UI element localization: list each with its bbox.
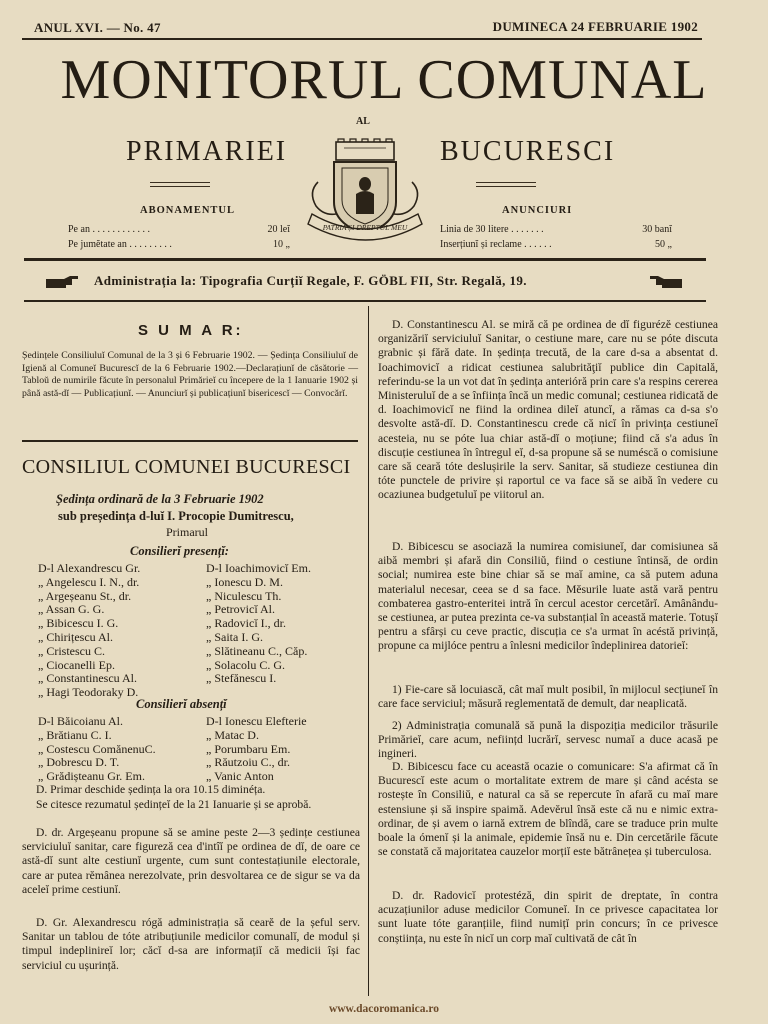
column-divider — [368, 306, 369, 996]
administration-notice: Administrația la: Tipografia Curțiĭ Regale, F. GÖBL FII, Str. Regală, 19. — [94, 273, 527, 288]
councillor-name: „ Stefănescu I. — [206, 671, 277, 686]
councillor-name: „ Matac D. — [206, 727, 259, 742]
councillor-name: „ Ciocanelli Ep. — [38, 657, 115, 672]
rate-label: Inserțiunĭ și reclame . . . . . . — [440, 239, 552, 250]
paragraph: D. Primar deschide ședința la ora 10.15 diminéța. — [36, 783, 266, 796]
rate-row — [68, 237, 290, 252]
abonament-heading: ABONAMENTUL — [140, 205, 236, 216]
title-connector: AL — [356, 116, 370, 127]
councillor-name: „ Angelescu I. N., dr. — [38, 574, 140, 589]
councillor-name: „ Dobrescu D. T. — [38, 755, 120, 770]
councillor-name: D-l Băicoianu Al. — [38, 714, 123, 728]
sumar-text: Ședințele Consiliuluĭ Comunal de la 3 și 6 Februarie 1902. — Ședința Consiliuluĭ de Igienă al Comuneĭ Bucurescĭ de la 6 Februarie 1902.—Declarațiunĭ de căsătorie — Tabloŭ de numirile făcute în personalul Primărieĭ cu începere de la 1 Ianuarie 1902 și până astă-dĭ — Publicațiunĭ. — Anunciurĭ și publicațiunĭ bisericescĭ — Convocărĭ. — [22, 350, 358, 399]
present-list-right — [206, 562, 366, 686]
present-title: Consilierĭ presențĭ: — [130, 544, 229, 558]
paragraph: D. dr. Argeșeanu propune să se amine peste 2—3 ședințe cestiunea serviciuluĭ sanitar, care figureză cea d'intîĭ pe ordinea de dĭ, de oare ce astă-dĭ sunt alte cestiunĭ urgente, cum sunt contestațiunile electorale, care ar putea rĕmânea nerezolvate, prin desvoltarea ce de sigur se va da aceleĭ prime cestiunĭ. — [22, 826, 360, 896]
motto-ribbon: PATRIA ȘI DREPTUL MEU — [322, 223, 408, 232]
left-ornament — [150, 182, 210, 188]
councillor-name: „ Constantinescu Al. — [38, 671, 137, 686]
councillor-name: „ Chirițescu Al. — [38, 629, 113, 644]
councillor-name: „ Răutzoiu C., dr. — [206, 755, 290, 770]
anunciuri-rates — [440, 222, 672, 252]
present-list-left — [38, 562, 208, 700]
rate-value: 30 banĭ — [642, 224, 672, 235]
councillor-name: D-l Ioachimovicĭ Em. — [206, 561, 311, 575]
rate-label: Pe jumĕtate an . . . . . . . . . — [68, 239, 172, 250]
paragraph: D. Constantinescu Al. se miră că pe ordinea de dĭ figurézĕ cestiunea organizăriĭ serviciuluĭ Sanitar, o cestiune mare, care nu se póte discuta grabnic și fără date. In ședința trecută, de la care d-sa a absentat d. Ioachimovicĭ a ridicat cestiunea salubrităţiĭ publice din Capitală, referindu-se la un vot dat în ședința anterióră prin care s'a respins cererea Ministeruluĭ de a se înființa încă un medic comunal; cestiunea ridicată de d. Ioachimovicĭ ne fiind la ordinea dileĭ atuncĭ, a rămas ca d-sa s'o desvolte astă-dĭ. D. Constantinescu crede că nicĭ în privința cestiuneĭ acesteia, nu se póte lua chiar astă-dĭ o moțiune; fiind că s'a adus în discuție cestiunea în întregul eĭ, d-sa propune să se numéscă o comisiune care să ceară tóte deslușirile la serv. Sanitar, să studieze cestiunea din tóte punctele de privire și raportul ce va face să se aibă în vedere cu ocaziunea budgetuluĭ pe viitorul an. — [378, 318, 718, 502]
paragraph: D. Bibicescu se asociază la numirea comisiuneĭ, dar comisiunea să aibă membri și afară din Consiliŭ, fiind o cestiune întinsă, de ordin social; numirea este bine chiar să se maĭ amine, ca să putem aduna materialul necesar, ceea se d sa face. Mĕsurile luate astă vară pentru combaterea gastro-enteritei intră în cercul acestor cercetărĭ. Amânându-se cestiunea, ar putea prezinta ce-va substanțial în această materie. Totușĭ pentru a sfârși cu ceve practic, discuția ce s'a urmat în acéstă privință, propune ca mijlóce pentru a înlesni medicilor îndeplinirea datorieĭ: — [378, 540, 718, 653]
rate-label: Linia de 30 litere . . . . . . . — [440, 224, 544, 235]
councillor-name: „ Ionescu D. M. — [206, 574, 283, 589]
session-chair: sub președința d-luĭ I. Procopie Dumitrescu, — [58, 509, 294, 523]
newspaper-title: MONITORUL COMUNAL — [60, 49, 708, 111]
paragraph: D. dr. Radovicĭ protestéză, din spirit de dreptate, în contra acuzațiunilor aduse medicilor Comuneĭ. In ce privesce capacitatea lor sunt luate tóte garanțiile, fiind numițĭ prin concurs; în ce privesce conștiința, nu este în nicĭ un corp maĭ cultivată de cât în — [378, 889, 718, 945]
admin-rule — [24, 300, 706, 302]
subtitle-bucuresci: BUCURESCI — [440, 136, 616, 167]
councillor-name: „ Radovicĭ I., dr. — [206, 616, 286, 631]
councillor-name: „ Petrovicĭ Al. — [206, 602, 275, 617]
councillor-name: „ Brătianu C. I. — [38, 727, 112, 742]
councillor-name: „ Argeșeanu St., dr. — [38, 588, 132, 603]
councillor-name: „ Cristescu C. — [38, 643, 105, 658]
subtitle-primariei: PRIMARIEI — [126, 136, 288, 167]
rate-row — [68, 222, 290, 237]
sumar-title: S U M A R: — [138, 322, 244, 339]
councillor-name: „ Bibicescu I. G. — [38, 616, 119, 631]
absent-list-left — [38, 715, 208, 784]
paragraph: D. Gr. Alexandrescu rógă administrația să cearĕ de la șeful serv. Sanitar un tablou de tóte atribuțiunile medicilor comunalĭ, de modul și timpul indeplinireĭ lor; căcĭ d-sa are informațiĭ că medicii își fac serviciul cu ușurință. — [22, 916, 360, 972]
pointing-hand-icon — [648, 274, 682, 288]
councillor-name: D-l Ionescu Elefterie — [206, 714, 307, 728]
sumar-rule — [22, 440, 358, 442]
councillor-name: „ Saita I. G. — [206, 629, 263, 644]
councillor-name: „ Solacolu C. G. — [206, 657, 285, 672]
councillor-name: „ Vanic Anton — [206, 769, 274, 784]
paragraph: 2) Administrația comunală să pună la dispoziția medicilor trăsurile Primărieĭ, care acum, neființd lucrărĭ, servesc numaĭ a duce acasă pe ingineri. — [378, 719, 718, 761]
councillor-name: „ Assan G. G. — [38, 602, 105, 617]
coat-of-arms-emblem — [304, 138, 426, 250]
councillor-name: „ Hagi Teodoraky D. — [38, 685, 139, 700]
councillor-name: „ Porumbaru Em. — [206, 741, 291, 756]
paragraph: Se citesce rezumatul ședințeĭ de la 21 Ianuarie și se aprobă. — [36, 798, 312, 811]
issue-number: ANUL XVI. — No. 47 — [34, 20, 161, 35]
anunciuri-heading: ANUNCIURI — [502, 205, 573, 216]
rate-row — [440, 237, 672, 252]
councillor-name: „ Niculescu Th. — [206, 588, 282, 603]
absent-list-right — [206, 715, 366, 784]
header-rule — [24, 258, 706, 261]
section-heading: CONSILIUL COMUNEI BUCURESCI — [22, 456, 351, 478]
rate-value: 10 „ — [273, 239, 290, 250]
session-title: Ședința ordinară de la 3 Februarie 1902 — [56, 492, 264, 506]
councillor-name: D-l Alexandrescu Gr. — [38, 561, 141, 575]
chair-role: Primarul — [166, 525, 208, 539]
rate-value: 50 „ — [655, 239, 672, 250]
councillor-name: „ Costescu ComănenuC. — [38, 741, 156, 756]
absent-title: Consilierĭ absențĭ — [136, 697, 227, 711]
pointing-hand-icon — [46, 274, 80, 288]
rate-value: 20 leĭ — [267, 224, 290, 235]
councillor-name: „ Grădișteanu Gr. Em. — [38, 769, 145, 784]
abonament-rates — [68, 222, 290, 252]
councillor-name: „ Slătineanu C., Căp. — [206, 643, 308, 658]
right-ornament — [476, 182, 536, 188]
source-watermark[interactable]: www.dacoromanica.ro — [328, 1003, 440, 1015]
paragraph: 1) Fie-care să locuiască, cât maĭ mult posibil, în mijlocul secțiuneĭ în care face serviciul; măsură reglementată de demult, dar neaplicată. — [378, 683, 718, 711]
paragraph: D. Bibicescu face cu această ocazie o comunicare: S'a afirmat că în Bucurescĭ este acum o mortalitate extrem de mare și când acésta se rostește în Consiliŭ, e natural ca să se repercute în afară cu maĭ mare estensiune și să inspire spaimă. Adevĕrul însă este că nu e nimic extra-ordinar, de și avem o iarnă extrem de blîndă, care se traduce prin multe boale la ómenĭ și la animale, epidemie însă nu e. Din cercetările făcute se constată că majoritatea cauzelor morțiĭ este bătrânețea și tuberculosa. — [378, 760, 718, 859]
issue-date: DUMINECA 24 FEBRUARIE 1902 — [492, 19, 698, 34]
top-rule — [22, 38, 702, 40]
rate-label: Pe an . . . . . . . . . . . . — [68, 224, 150, 235]
rate-row — [440, 222, 672, 237]
